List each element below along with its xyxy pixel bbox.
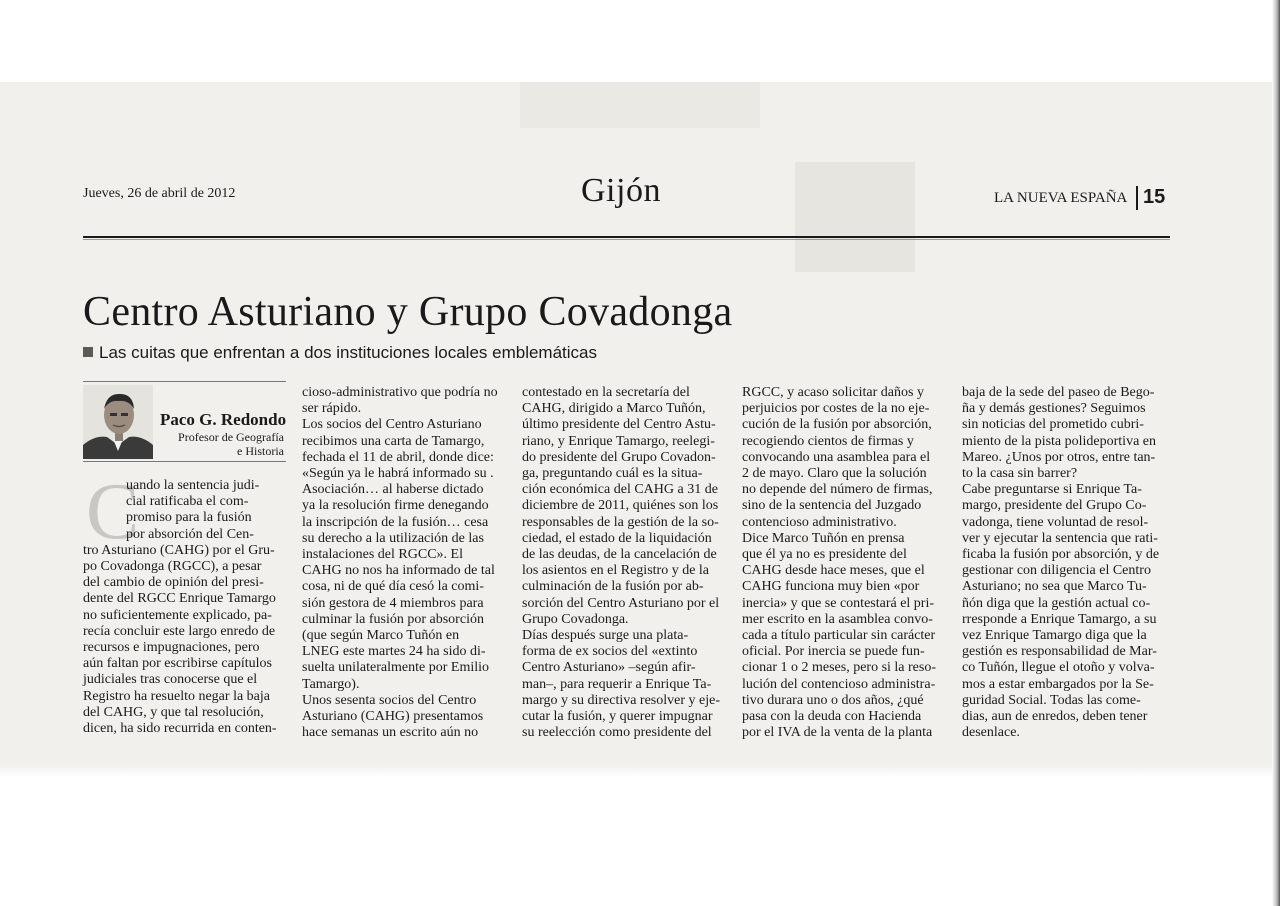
column-line: aún faltan por escribirse capítulos	[83, 656, 272, 672]
author-photo	[83, 385, 153, 459]
show-through-banner	[520, 82, 760, 128]
column-text: cioso-administrativo que podría no ser rápido. Los socios del Centro Asturiano recibimos una carta de Tamargo, fechada el 11 de abril, donde dice: «Según ya le habrá informado su . Asociación… al haberse dictado ya la resolución firme denegando la inscripción de la fusión… cesa su derecho a la utilización de las instalaciones del RGCC». El CAHG no nos ha informado de tal cosa, ni de qué día cesó la comi- sión gestora de 4 miembros para culminar la fusión por absorción (que según Marco Tuñón en LNEG este martes 24 ha sido di- suelta unilateralmente por Emilio Tamargo). Unos sesenta socios del Centro Asturiano (CAHG) presentamos hace semanas un escrito aún no	[302, 385, 498, 741]
column-line: promiso para la fusión	[126, 510, 252, 526]
article-column-1	[83, 478, 288, 737]
column-line: Registro ha resuelto negar la baja	[83, 688, 270, 704]
header-rule-secondary	[83, 239, 1170, 240]
article-column-4	[742, 385, 947, 741]
column-text	[83, 478, 288, 737]
column-line: por absorción del Cen-	[126, 526, 254, 542]
page-edge	[0, 765, 1280, 777]
subheadline-text: Las cuitas que enfrentan a dos instituciones locales emblemáticas	[99, 343, 598, 362]
column-line: po Covadonga (RGCC), a pesar	[83, 559, 262, 575]
author-title: Profesor de Geografía e Historia	[178, 430, 284, 458]
author-portrait-icon	[83, 385, 153, 459]
section-title: Gijón	[581, 172, 661, 209]
square-bullet-icon	[83, 347, 93, 357]
column-line: del CAHG, y que tal resolución,	[83, 704, 264, 720]
article-column-5	[962, 385, 1167, 741]
column-line: dicen, ha sido recurrida en conten-	[83, 721, 277, 737]
page-number: 15	[1143, 186, 1166, 208]
newspaper-name: LA NUEVA ESPAÑA	[994, 190, 1128, 206]
column-line: cial ratificaba el com-	[126, 494, 249, 510]
article-subheadline	[83, 343, 597, 363]
publication-date: Jueves, 26 de abril de 2012	[83, 186, 236, 201]
column-line: tro Asturiano (CAHG) por el Gru-	[83, 542, 275, 558]
column-text: RGCC, y acaso solicitar daños y perjuicios por costes de la no eje- cución de la fusión por absorción, recogiendo cientos de firmas y convocando una asamblea para el 2 de mayo. Claro que la solución no depende del número de firmas, sino de la sentencia del Juzgado contencioso administrativo. Dice Marco Tuñón en prensa que él ya no es presidente del CAHG desde hace meses, que el CAHG funciona muy bien «por inercia» y que se contestará el pri- mer escrito en la asamblea convo- cada a título particular sin carácter oficial. Por inercia se puede fun- cionar 1 o 2 meses, pero si la reso- lución del contencioso administra- tivo durara uno o dos años, ¿qué pasa con la deuda con Hacienda por el IVA de la venta de la planta	[742, 385, 936, 741]
column-line: judiciales tras conocerse que el	[83, 672, 258, 688]
author-name: Paco G. Redondo	[160, 410, 287, 429]
column-line: dente del RGCC Enrique Tamargo	[83, 591, 276, 607]
drop-cap: C	[86, 468, 140, 556]
column-line: recía concluir este largo enredo de	[83, 623, 276, 639]
header-rule	[83, 236, 1170, 238]
article-column-3	[522, 385, 727, 741]
column-text: baja de la sede del paseo de Bego- ña y demás gestiones? Seguimos sin noticias del prometido cubri- miento de la pista polideportiva en Mareo. ¿Unos por otros, entre tan- to la casa sin barrer? Cabe preguntarse si Enrique Ta- margo, presidente del Grupo Co- vadonga, tiene voluntad de resol- ver y ejecutar la sentencia que rati- ficaba la fusión por absorción, y de gestionar con diligencia el Centro Asturiano; no sea que Marco Tu- ñón diga que la gestión actual co- rresponde a Enrique Tamargo, a su vez Enrique Tamargo diga que la gestión es responsabilidad de Mar- co Tuñón, llegue el otoño y volva- mos a estar embargados por la Se- guridad Social. Todas las come- dias, aun de enredos, deben tener desenlace.	[962, 385, 1160, 741]
column-line: recursos e impugnaciones, pero	[83, 640, 260, 656]
column-line: uando la sentencia judi-	[126, 478, 260, 493]
article-headline: Centro Asturiano y Grupo Covadonga	[83, 289, 733, 335]
column-line: no suficientemente explicado, pa-	[83, 607, 272, 623]
page-number-divider	[1136, 186, 1138, 210]
scan-edge	[1272, 0, 1280, 906]
byline-rule-top	[83, 381, 286, 382]
column-text: contestado en la secretaría del CAHG, dirigido a Marco Tuñón, último presidente del Centro Astu- riano, y Enrique Tamargo, reelegi- do presidente del Grupo Covadon- ga, preguntando cuál es la situa- ción económica del CAHG a 31 de diciembre de 2011, quiénes son los responsables de la gestión de la so- ciedad, el estado de la liquidación de las deudas, de la cancelación de los asientos en el Registro y de la culminación de la fusión por ab- sorción del Centro Asturiano por el Grupo Covadonga. Días después surge una plata- forma de ex socios del «extinto Centro Asturiano» –según afir- man–, para requerir a Enrique Ta- margo y su directiva resolver y eje- cutar la fusión, y querer impugnar su reelección como presidente del	[522, 385, 721, 741]
byline-rule-bottom	[83, 461, 286, 462]
show-through-photo	[795, 162, 915, 272]
article-column-2	[302, 385, 507, 741]
column-line: del cambio de opinión del presi-	[83, 575, 264, 591]
